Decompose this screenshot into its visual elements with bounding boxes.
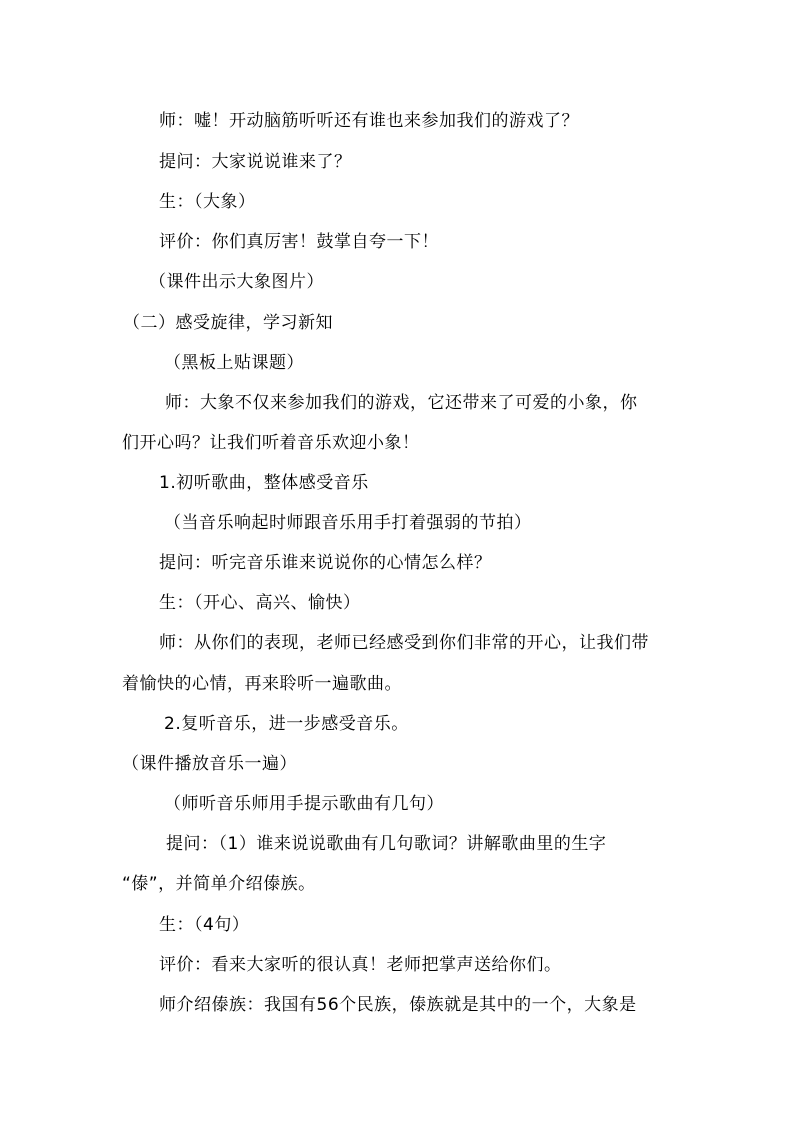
text-line: 提问：（1）谁来说说歌曲有几句歌词？讲解歌曲里的生字 [166, 834, 607, 854]
text-line: （黑板上贴课题） [164, 353, 304, 373]
section-heading: （二）感受旋律，学习新知 [123, 313, 333, 333]
text-line: 评价：看来大家听的很认真！老师把掌声送给你们。 [159, 955, 562, 975]
text-line: 着愉快的心情，再来聆听一遍歌曲。 [122, 674, 402, 694]
text-line: 们开心吗？让我们听着音乐欢迎小象！ [122, 433, 420, 453]
text-line: 评价：你们真厉害！鼓掌自夸一下！ [159, 232, 439, 252]
subsection-heading: 2.复听音乐，进一步感受音乐。 [164, 714, 409, 734]
text-line: 师：从你们的表现，老师已经感受到你们非常的开心，让我们带 [159, 633, 649, 653]
text-line: 生：（4句） [159, 915, 250, 935]
text-line: 师：嘘！开动脑筋听听还有谁也来参加我们的游戏了？ [159, 111, 579, 131]
text-line: （课件出示大象图片） [149, 272, 324, 292]
text-line: 生：（大象） [159, 192, 256, 212]
text-line: 提问：听完音乐谁来说说你的心情怎么样？ [159, 553, 492, 573]
text-line: 提问：大家说说谁来了？ [159, 152, 352, 172]
text-line: 师：大象不仅来参加我们的游戏，它还带来了可爱的小象，你 [165, 393, 638, 413]
text-line: 师介绍傣族：我国有56个民族，傣族就是其中的一个，大象是 [159, 995, 637, 1015]
text-line: “傣”，并简单介绍傣族。 [122, 874, 316, 894]
text-line: （当音乐响起时师跟音乐用手打着强弱的节拍） [164, 513, 532, 533]
text-line: 生：（开心、高兴、愉快） [159, 593, 361, 613]
subsection-heading: 1.初听歌曲，整体感受音乐 [159, 473, 369, 493]
text-line: （师听音乐师用手提示歌曲有几句） [164, 794, 444, 814]
text-line: （课件播放音乐一遍） [122, 754, 297, 774]
